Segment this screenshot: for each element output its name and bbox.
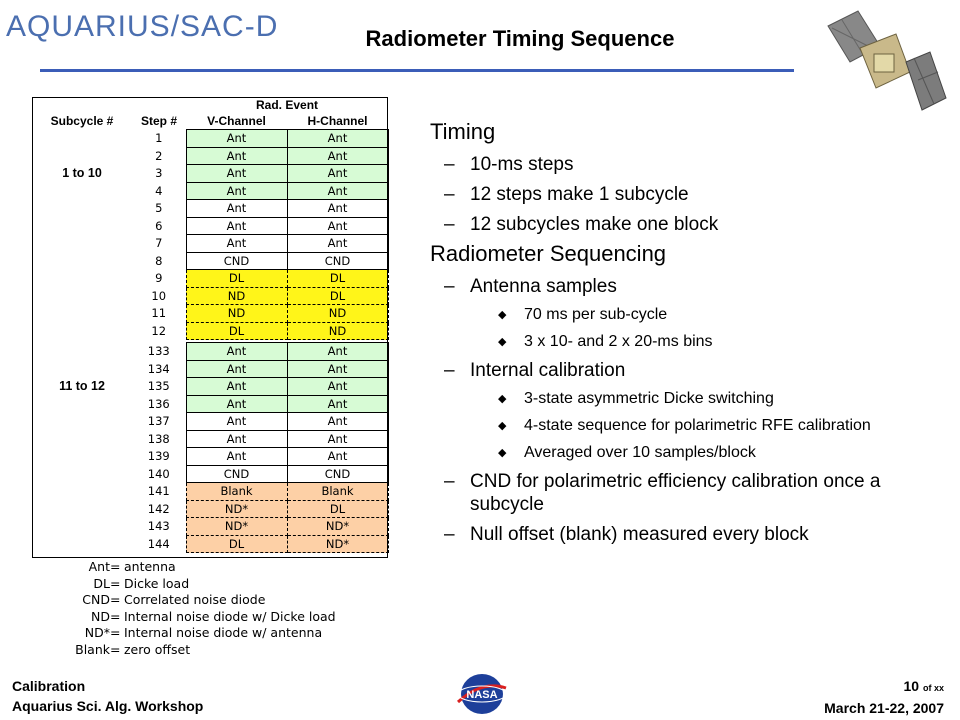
footer-date: March 21-22, 2007: [824, 700, 944, 716]
v-channel-cell: Ant: [186, 217, 287, 235]
step-cell: 133: [147, 344, 170, 359]
v-channel-cell: DL: [186, 322, 287, 340]
v-channel-cell: Ant: [186, 165, 287, 183]
legend-row: [32, 559, 336, 576]
detail-bullet-text: 3-state asymmetric Dicke switching: [524, 390, 774, 407]
legend-key: ND*: [84, 625, 110, 641]
diamond-bullet-icon: ◆: [498, 447, 507, 459]
aquarius-logo: AQUARIUS/SAC-D: [6, 10, 279, 43]
legend-value: Internal noise diode w/ Dicke load: [124, 608, 336, 624]
footer-topic: Calibration: [12, 678, 86, 694]
dash-marker: –: [444, 214, 455, 235]
sub-bullet: [430, 183, 930, 206]
sub-bullet-text: CND for polarimetric efficiency calibration once a subcycle: [470, 471, 881, 515]
page-of: of xx: [922, 683, 944, 693]
v-channel-cell: Ant: [186, 378, 287, 396]
dash-marker: –: [444, 471, 455, 492]
step-cell: 139: [147, 449, 170, 464]
h-channel-cell: CND: [287, 252, 388, 270]
diamond-bullet-icon: ◆: [498, 420, 507, 432]
legend-key: DL: [93, 575, 110, 591]
step-cell: 8: [155, 253, 163, 268]
satellite-icon: [818, 6, 948, 116]
v-channel-cell: CND: [186, 465, 287, 483]
step-cell: 12: [151, 323, 167, 338]
sub-bullet: [430, 359, 930, 382]
detail-bullet: [430, 416, 930, 436]
heading-bullet: Radiometer Sequencing: [430, 241, 667, 266]
nasa-logo-text: NASA: [466, 689, 498, 701]
step-cell: 7: [155, 236, 163, 251]
v-channel-cell: Ant: [186, 130, 287, 148]
step-cell: 11: [151, 306, 167, 321]
legend-value: zero offset: [124, 641, 191, 657]
legend-key: CND: [82, 592, 110, 608]
step-cell: 142: [147, 501, 170, 516]
v-channel-cell: CND: [186, 252, 287, 270]
h-channel-cell: Ant: [287, 448, 388, 466]
sub-bullet: [430, 470, 930, 516]
detail-bullet: [430, 305, 930, 325]
legend-value: antenna: [124, 559, 176, 574]
col-subcycle-header: Subcycle #: [50, 114, 114, 129]
subcycle-label: 11 to 12: [59, 378, 105, 393]
h-channel-cell: Ant: [287, 165, 388, 183]
v-channel-cell: Ant: [186, 430, 287, 448]
h-channel-cell: Ant: [287, 430, 388, 448]
step-cell: 135: [147, 379, 170, 394]
rad-event-header: Rad. Event: [256, 98, 319, 112]
dash-marker: –: [444, 524, 455, 545]
legend-key: ND: [91, 608, 110, 624]
step-cell: 138: [147, 431, 170, 446]
sub-bullet-text: Null offset (blank) measured every block: [470, 524, 809, 545]
v-channel-cell: Ant: [186, 413, 287, 431]
h-channel-cell: Ant: [287, 343, 388, 361]
sub-bullet-text: Antenna samples: [470, 276, 617, 297]
col-step-header: Step #: [140, 114, 177, 129]
h-channel-cell: Ant: [287, 378, 388, 396]
legend-equals: =: [110, 592, 121, 608]
h-channel-cell: Ant: [287, 235, 388, 253]
h-channel-cell: DL: [287, 270, 388, 288]
h-channel-cell: ND*: [287, 518, 388, 536]
subcycle-label: 1 to 10: [62, 165, 102, 180]
table-row: [32, 252, 388, 270]
table-row: [32, 343, 388, 361]
step-cell: 144: [147, 536, 170, 551]
sub-bullet: [430, 213, 930, 236]
v-channel-cell: Ant: [186, 343, 287, 361]
diamond-bullet-icon: ◆: [498, 393, 507, 405]
sub-bullet-text: 10-ms steps: [470, 154, 574, 175]
h-channel-cell: Ant: [287, 395, 388, 413]
v-channel-cell: Ant: [186, 235, 287, 253]
v-channel-cell: Ant: [186, 360, 287, 378]
v-channel-cell: Blank: [186, 483, 287, 501]
bullet-list: [430, 118, 930, 546]
col-h-channel-header: H-Channel: [307, 114, 368, 128]
v-channel-cell: DL: [186, 535, 287, 553]
step-cell: 9: [155, 271, 163, 286]
v-channel-cell: ND: [186, 287, 287, 305]
nasa-logo: [454, 672, 510, 716]
col-v-channel-header: V-Channel: [207, 114, 266, 128]
step-cell: 5: [155, 201, 163, 216]
sub-bullet-text: Internal calibration: [470, 360, 626, 381]
legend: [32, 559, 336, 659]
step-cell: 140: [147, 466, 170, 481]
step-cell: 10: [151, 288, 167, 303]
h-channel-cell: Ant: [287, 182, 388, 200]
h-channel-cell: Ant: [287, 147, 388, 165]
v-channel-cell: DL: [186, 270, 287, 288]
step-cell: 4: [155, 183, 163, 198]
detail-bullet: [430, 332, 930, 352]
sub-bullet-text: 12 subcycles make one block: [470, 214, 719, 235]
dash-marker: –: [444, 360, 455, 381]
h-channel-cell: DL: [287, 287, 388, 305]
h-channel-cell: Ant: [287, 130, 388, 148]
v-channel-cell: ND*: [186, 500, 287, 518]
v-channel-cell: ND*: [186, 518, 287, 536]
v-channel-cell: ND: [186, 305, 287, 323]
h-channel-cell: CND: [287, 465, 388, 483]
footer-workshop: Aquarius Sci. Alg. Workshop: [12, 698, 204, 714]
footer-right: [760, 676, 944, 718]
h-channel-cell: Blank: [287, 483, 388, 501]
legend-value: Internal noise diode w/ antenna: [124, 625, 323, 641]
legend-key: Ant: [88, 559, 110, 574]
step-cell: 136: [147, 396, 170, 411]
legend-row: [32, 576, 336, 593]
legend-equals: =: [110, 625, 121, 641]
title-rule: [40, 69, 794, 72]
h-channel-cell: ND: [287, 322, 388, 340]
step-cell: 3: [155, 166, 163, 181]
table-row: [32, 465, 388, 483]
step-cell: 137: [147, 414, 170, 429]
legend-equals: =: [110, 608, 121, 624]
v-channel-cell: Ant: [186, 448, 287, 466]
h-channel-cell: DL: [287, 500, 388, 518]
step-cell: 6: [155, 218, 163, 233]
step-cell: 134: [147, 361, 170, 376]
v-channel-cell: Ant: [186, 182, 287, 200]
legend-value: Dicke load: [124, 575, 190, 591]
detail-bullet-text: 70 ms per sub-cycle: [524, 306, 668, 323]
detail-bullet: [430, 443, 930, 463]
h-channel-cell: Ant: [287, 413, 388, 431]
footer-left: [12, 676, 203, 716]
h-channel-cell: ND: [287, 305, 388, 323]
legend-equals: =: [110, 641, 121, 657]
legend-value: Correlated noise diode: [124, 592, 266, 608]
v-channel-cell: Ant: [186, 395, 287, 413]
page-number: 10: [903, 678, 920, 694]
step-cell: 141: [147, 484, 170, 499]
legend-row: [32, 609, 336, 626]
dash-marker: –: [444, 184, 455, 205]
dash-marker: –: [444, 154, 455, 175]
detail-bullet-text: 4-state sequence for polarimetric RFE calibration: [524, 417, 871, 434]
diamond-bullet-icon: ◆: [498, 309, 507, 321]
h-channel-cell: ND*: [287, 535, 388, 553]
dash-marker: –: [444, 276, 455, 297]
sub-bullet-text: 12 steps make 1 subcycle: [470, 184, 689, 205]
legend-equals: =: [110, 575, 121, 591]
h-channel-cell: Ant: [287, 360, 388, 378]
step-cell: 143: [147, 519, 170, 534]
h-channel-cell: Ant: [287, 217, 388, 235]
timing-table: [32, 97, 388, 557]
page-title: Radiometer Timing Sequence: [365, 26, 675, 51]
v-channel-cell: Ant: [186, 200, 287, 218]
legend-row: [32, 592, 336, 609]
heading-bullet: Timing: [430, 119, 496, 144]
detail-bullet: [430, 389, 930, 409]
detail-bullet-text: Averaged over 10 samples/block: [524, 444, 756, 461]
legend-row: [32, 642, 336, 659]
sub-bullet: [430, 523, 930, 546]
sub-bullet: [430, 153, 930, 176]
h-channel-cell: Ant: [287, 200, 388, 218]
legend-row: [32, 625, 336, 642]
step-cell: 1: [155, 131, 163, 146]
diamond-bullet-icon: ◆: [498, 336, 507, 348]
detail-bullet-text: 3 x 10- and 2 x 20-ms bins: [524, 333, 713, 350]
legend-key: Blank: [75, 641, 110, 657]
step-cell: 2: [155, 148, 163, 163]
legend-equals: =: [110, 559, 121, 574]
sub-bullet: [430, 275, 930, 298]
table-row: [32, 130, 388, 148]
v-channel-cell: Ant: [186, 147, 287, 165]
